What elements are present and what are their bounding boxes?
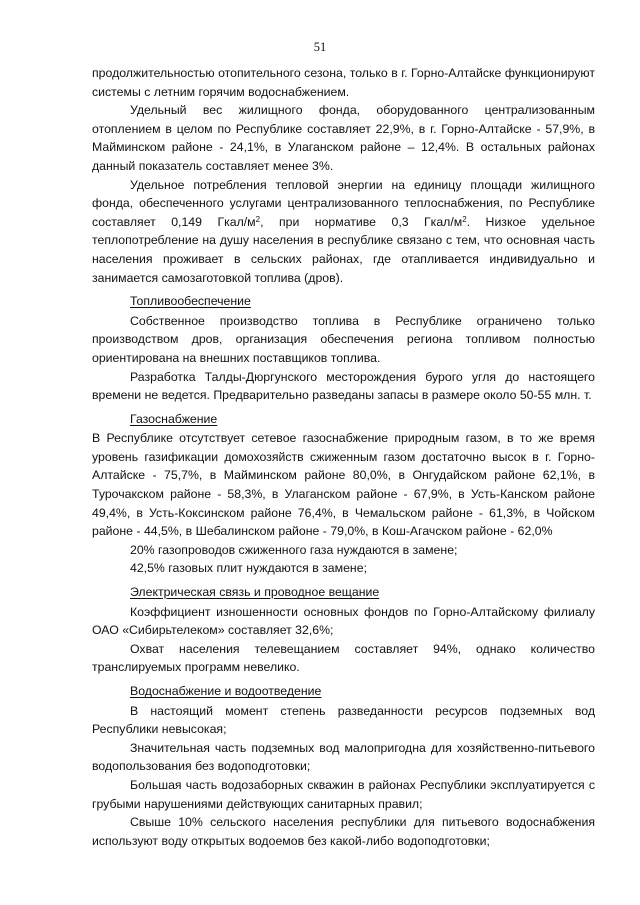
paragraph-heat-consumption-part1: Удельное потребления тепловой энергии на единицу площади жилищного фонда, обеспеченного услугами централизованного теплоснабжения, по Республике составляет 0,149 Гкал/м xyxy=(92,177,595,229)
heading-telecom: Электрическая связь и проводное вещание xyxy=(130,585,380,600)
page-number: 51 xyxy=(313,40,327,54)
paragraph-groundwater-exploration: В настоящий момент степень разведанности ресурсов подземных вод Республики невысокая; xyxy=(92,703,595,737)
paragraph-telecom-wear: Коэффициент изношенности основных фондов по Горно-Алтайскому филиалу ОАО «Сибирьтелеком» составляет 32,6%; xyxy=(92,604,595,638)
paragraph-gas-stoves: 42,5% газовых плит нуждаются в замене; xyxy=(130,561,367,576)
paragraph-central-heating-share: Удельный вес жилищного фонда, оборудованного централизованным отоплением в целом по Республике составляет 22,9%, в г. Горно-Алтайске - 57,9%, в Майминском районе - 24,1%, в Улаганском районе – 12,4%. В остальных районах данный показатель составляет менее 3%. xyxy=(92,103,595,173)
paragraph-heating-season: продолжительностью отопительного сезона, только в г. Горно-Алтайске функционируют системы с летним горячим водоснабжением. xyxy=(92,66,595,99)
paragraph-tv-coverage: Охват населения телевещанием составляет 94%, однако количество транслируемых программ невелико. xyxy=(92,641,595,675)
superscript-squared: 2 xyxy=(462,214,467,224)
paragraph-open-water-usage: Свыше 10% сельского населения республики для питьевого водоснабжения используют воду открытых водоемов без какой-либо водоподготовки; xyxy=(92,815,595,848)
paragraph-gasification-levels: В Республике отсутствует сетевое газоснабжение природным газом, в то же время уровень газификации домохозяйств сжиженным газом достаточно высок в г. Горно-Алтайске - 75,7%, в Майминском районе 80,0%, в Онгудайском районе 62,1%, в Турочакском районе - 58,3%, в Улаганском районе - 67,9%, в Усть-Канском районе 49,4%, в Усть-Коксинском районе 76,4%, в Чемальском районе - 61,3%, в Чойском районе - 44,5%, в Шебалинском районе - 79,0%, в Кош-Агачском районе - 62,0% xyxy=(92,431,595,539)
paragraph-gas-pipelines: 20% газопроводов сжиженного газа нуждаются в замене; xyxy=(130,542,458,557)
paragraph-heat-consumption-part2: , при нормативе 0,3 Гкал/м xyxy=(260,214,463,229)
paragraph-heat-consumption-part3: . Низкое удельное теплопотребление на душу населения в республике связано с тем, что основная часть населения проживает в сельских районах, где отапливается индивидуально и занимается самозаготовкой топлива (дров). xyxy=(92,214,595,285)
paragraph-fuel-production: Собственное производство топлива в Республике ограничено только производством дров, организация обеспечения региона топливом полностью ориентирована на внешних поставщиков топлива. xyxy=(92,313,595,365)
paragraph-heat-consumption xyxy=(92,176,595,288)
page-content xyxy=(92,64,595,850)
paragraph-groundwater-quality: Значительная часть подземных вод малопригодна для хозяйственно-питьевого водопользования без водоподготовки; xyxy=(92,740,595,774)
heading-water-supply: Водоснабжение и водоотведение xyxy=(130,684,322,698)
paragraph-coal-deposit: Разработка Талды-Дюргунского месторождения бурого угля до настоящего времени не ведется. Предварительно разведаны запасы в размере около 50-55 млн. т. xyxy=(92,369,595,403)
superscript-squared: 2 xyxy=(255,214,261,224)
heading-fuel-supply: Топливообеспечение xyxy=(130,294,251,309)
heading-gas-supply: Газоснабжение xyxy=(130,411,218,426)
paragraph-wells-violations: Большая часть водозаборных скважин в районах Республики эксплуатируется с грубыми нарушениями действующих санитарных правил; xyxy=(92,777,595,811)
